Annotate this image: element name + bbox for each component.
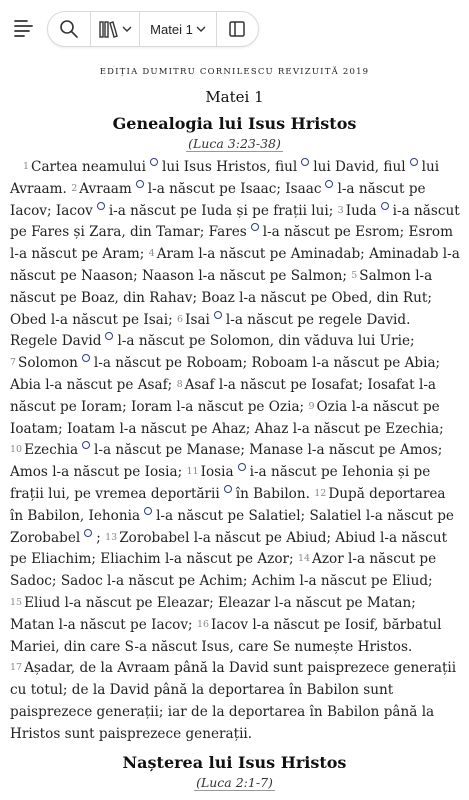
section-heading: Genealogia lui Isus Hristos bbox=[112, 114, 357, 133]
verse-text: Iacov l-a născut pe Iosif, bărbatul Mariei, din care S-a născut Isus, care Se numește Hristos. bbox=[10, 616, 442, 655]
verse-text: Iosia bbox=[200, 464, 234, 481]
verse-text: Salmon l-a născut pe Boaz, din Rahav; Boaz l-a născut pe Obed, din Rut; Obed l-a născut pe Isai; bbox=[10, 267, 433, 328]
verse-number[interactable]: 17 bbox=[10, 662, 23, 674]
verse-text: Azor l-a născut pe Sadoc; Sadoc l-a născut pe Achim; Achim l-a născut pe Eliud; bbox=[10, 551, 437, 590]
verse-text: Asaf l-a născut pe Iosafat; Iosafat l-a născut pe Ioram; Ioram l-a născut pe Ozia; bbox=[10, 376, 437, 415]
verse-number[interactable]: 8 bbox=[176, 378, 183, 390]
verse-text: i-a născut pe Iuda și pe frații lui; bbox=[108, 202, 334, 219]
footnote-marker-icon[interactable] bbox=[84, 529, 92, 537]
verse-text: Iuda bbox=[345, 202, 377, 219]
verse-text: în Babilon. bbox=[235, 485, 310, 502]
verse-text: Ezechia bbox=[24, 442, 79, 459]
verse-text: Cartea neamului bbox=[31, 159, 146, 175]
footnote-marker-icon[interactable] bbox=[224, 485, 232, 493]
verse-text: l-a născut pe Esrom; Esrom l-a născut pe Aram; bbox=[10, 224, 454, 263]
footnote-marker-icon[interactable] bbox=[150, 158, 158, 166]
verse-text: l-a născut pe Manase; Manase l-a născut pe Amos; Amos l-a născut pe Iosia; bbox=[10, 442, 443, 481]
verse-number[interactable]: 10 bbox=[10, 444, 23, 456]
verse-number[interactable]: 9 bbox=[308, 400, 315, 412]
verse-number[interactable]: 2 bbox=[71, 182, 78, 194]
verse-text: l-a născut pe Solomon, din văduva lui Urie; bbox=[117, 333, 415, 350]
chevron-down-icon bbox=[122, 24, 132, 34]
verse-text: l-a născut pe regele David. Regele David bbox=[10, 311, 411, 350]
verse-text: Zorobabel l-a născut pe Abiud; Abiud l-a născut pe Eliachim; Eliachim l-a născut pe Azor; bbox=[10, 529, 448, 568]
book-chapter-label: Matei 1 bbox=[150, 21, 193, 37]
parallel-panel-icon bbox=[228, 20, 246, 38]
verse-text: Eliud l-a născut pe Eleazar; Eleazar l-a născut pe Matan; Matan l-a născut pe Iacov; bbox=[10, 594, 416, 633]
chapter-title: Matei 1 bbox=[205, 88, 264, 106]
search-icon bbox=[59, 19, 79, 39]
chapter-text bbox=[10, 157, 462, 746]
book-chapter-selector[interactable] bbox=[140, 12, 216, 46]
verse-number[interactable]: 16 bbox=[196, 618, 210, 630]
verse-number[interactable]: 15 bbox=[10, 596, 23, 608]
verse-number[interactable]: 6 bbox=[177, 313, 184, 325]
section-heading: Nașterea lui Isus Hristos bbox=[122, 753, 347, 772]
library-button[interactable] bbox=[91, 12, 139, 46]
verse-text: l-a născut pe Salatiel; Salatiel l-a născut pe Zorobabel bbox=[10, 507, 454, 546]
verse-text: i-a născut pe Iehonia și pe frații lui, pe vremea deportării bbox=[10, 464, 431, 502]
cross-reference-link[interactable]: (Luca 3:23-38) bbox=[188, 136, 281, 151]
cross-reference-link[interactable]: (Luca 2:1-7) bbox=[196, 775, 273, 790]
verse-text: l-a născut pe Isaac; Isaac bbox=[147, 180, 322, 197]
footnote-marker-icon[interactable] bbox=[144, 507, 152, 515]
verse-text: i-a născut pe Fares și Zara, din Tamar; Fares bbox=[10, 202, 460, 241]
library-icon bbox=[98, 19, 120, 39]
footnote-marker-icon[interactable] bbox=[97, 202, 105, 210]
footnote-marker-icon[interactable] bbox=[251, 223, 259, 231]
verse-number[interactable]: 11 bbox=[186, 466, 199, 478]
verse-text: Aram l-a născut pe Aminadab; Aminadab l-a născut pe Naason; Naason l-a născut pe Salmon; bbox=[10, 246, 460, 284]
footnote-marker-icon[interactable] bbox=[136, 180, 144, 188]
verse-text: Solomon bbox=[18, 355, 78, 372]
verse-text: lui David, fiul bbox=[313, 159, 406, 175]
search-button[interactable] bbox=[48, 12, 90, 46]
top-toolbar bbox=[0, 0, 469, 58]
verse-number[interactable]: 14 bbox=[297, 553, 311, 565]
footnote-marker-icon[interactable] bbox=[325, 180, 333, 188]
verse-number[interactable]: 13 bbox=[105, 531, 118, 543]
footnote-marker-icon[interactable] bbox=[301, 158, 309, 166]
verse-text: l-a născut pe Roboam; Roboam l-a născut pe Abia; Abia l-a născut pe Asaf; bbox=[10, 355, 441, 393]
footnote-marker-icon[interactable] bbox=[381, 202, 389, 210]
verse-text: l-a născut pe Iacov; Iacov bbox=[10, 180, 426, 219]
footnote-marker-icon[interactable] bbox=[410, 158, 418, 166]
navigation-pill bbox=[47, 11, 259, 47]
footnote-marker-icon[interactable] bbox=[214, 311, 222, 319]
verse-text: ; bbox=[96, 529, 101, 546]
verse-text: lui Isus Hristos, fiul bbox=[161, 159, 298, 175]
footnote-marker-icon[interactable] bbox=[105, 332, 113, 340]
verse-text: lui Avraam. bbox=[10, 159, 440, 197]
verse-number[interactable]: 5 bbox=[351, 269, 358, 281]
verse-number[interactable]: 3 bbox=[337, 204, 344, 216]
footnote-marker-icon[interactable] bbox=[82, 354, 90, 362]
menu-icon[interactable] bbox=[12, 16, 36, 40]
edition-label: EDIȚIA DUMITRU CORNILESCU REVIZUITĂ 2019 bbox=[99, 67, 370, 77]
verse-number[interactable]: 4 bbox=[148, 248, 155, 260]
verse-number[interactable]: 1 bbox=[23, 161, 30, 172]
footnote-marker-icon[interactable] bbox=[238, 463, 246, 471]
verse-text: Așadar, de la Avraam până la David sunt paisprezece generații cu totul; de la David până la deportarea în Babilon sunt paisprezece generații; iar de la deportarea în Babilon până la Hristos sunt paisprezece generații. bbox=[10, 660, 457, 742]
verse-number[interactable]: 12 bbox=[314, 487, 327, 499]
chevron-down-icon bbox=[196, 24, 206, 34]
verse-number[interactable]: 7 bbox=[10, 357, 17, 369]
parallel-panel-button[interactable] bbox=[217, 12, 257, 46]
verse-text: Avraam bbox=[79, 180, 132, 197]
verse-text: După deportarea în Babilon, Iehonia bbox=[10, 485, 446, 524]
verse-text: Isai bbox=[185, 311, 210, 328]
verse-text: Ozia l-a născut pe Ioatam; Ioatam l-a născut pe Ahaz; Ahaz l-a născut pe Ezechia; bbox=[10, 398, 444, 437]
footnote-marker-icon[interactable] bbox=[82, 441, 90, 449]
